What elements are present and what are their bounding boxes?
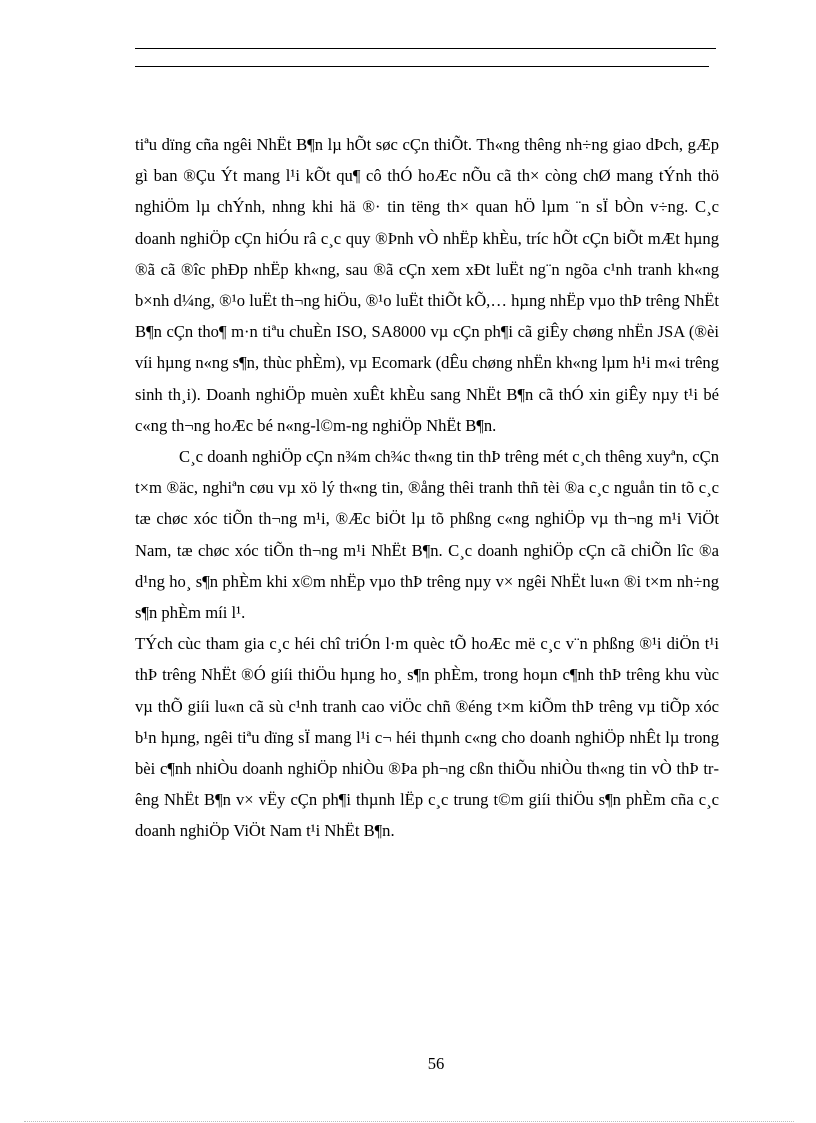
header-rule-bottom xyxy=(135,66,709,67)
header-rule-top xyxy=(135,48,716,49)
paragraph-1: tiªu dïng cña ngêi NhËt B¶n lµ hÕt søc cÇn thiÕt. Th«ng thêng nh÷ng giao dÞch, gÆp gì ban ®Çu Ýt mang l¹i kÕt qu¶ cô thÓ hoÆc nÕu cã th× còng chØ mang tÝnh thö nghiÖm lµ chÝnh, nhng khi hä ®· tin tëng th× quan hÖ lµm ¨n sÏ bÒn v÷ng. C¸c doanh nghiÖp cÇn hiÓu râ c¸c quy ®Þnh vÒ nhËp khÈu, tríc hÕt cÇn biÕt mÆt hµng ®ã cã ®îc phÐp nhËp kh«ng, sau ®ã cÇn xem xÐt luËt ng¨n ngõa c¹nh tranh kh«ng b×nh d¼ng, ®¹o luËt th¬ng hiÖu, ®¹o luËt thiÕt kÕ,… hµng nhËp vµo thÞ trêng NhËt B¶n cÇn tho¶ m·n tiªu chuÈn ISO, SA8000 vµ cÇn ph¶i cã giÊy chøng nhËn JSA (®èi víi hµng n«ng s¶n, thùc phÈm), vµ Ecomark (dÊu chøng nhËn kh«ng lµm h¹i m«i trêng sinh th¸i). Doanh nghiÖp muèn xuÊt khÈu sang NhËt B¶n cã thÓ xin giÊy nµy t¹i bé c«ng th¬ng hoÆc bé n«ng-l©m-ng nghiÖp NhËt B¶n. xyxy=(135,135,719,435)
page-number: 56 xyxy=(427,1054,445,1073)
paragraph-3: TÝch cùc tham gia c¸c héi chî triÓn l·m quèc tÕ hoÆc më c¸c v¨n phßng ®¹i diÖn t¹i thÞ trêng NhËt ®Ó giíi thiÖu hµng ho¸ s¶n phÈm, trong hoµn c¶nh thÞ trêng khu vùc vµ thÕ giíi lu«n cã sù c¹nh tranh cao viÖc chñ ®éng t×m kiÕm thÞ trêng vµ tiÕp xóc b¹n hµng, ngêi tiªu dïng sÏ mang l¹i c¬ héi thµnh c«ng cho doanh nghiÖp nhÊt lµ trong bèi c¶nh nhiÒu doanh nghiÖp nhiÒu ®Þa ph¬ng cßn thiÕu nhiÒu th«ng tin vÒ thÞ trêng NhËt B¶n v× vËy cÇn ph¶i thµnh lËp c¸c trung t©m giíi thiÖu s¶n phÈm cña c¸c doanh nghiÖp ViÖt Nam t¹i NhËt B¶n. xyxy=(135,634,719,841)
paragraph-2: C¸c doanh nghiÖp cÇn n¾m ch¾c th«ng tin thÞ trêng mét c¸ch thêng xuyªn, cÇn t×m ®äc, nghiªn cøu vµ xö lý th«ng tin, ®ång thêi tranh thñ tèi ®a c¸c nguån tin tõ c¸c tæ chøc xóc tiÕn th¬ng m¹i, ®Æc biÖt lµ tõ phßng c«ng nghiÖp vµ th¬ng m¹i ViÖt Nam, tæ chøc xóc tiÕn th¬ng m¹i NhËt B¶n. C¸c doanh nghiÖp cÇn cã chiÕn lîc ®a d¹ng ho¸ s¶n phÈm khi x©m nhËp vµo thÞ trêng nµy v× ngêi NhËt lu«n ®i t×m nh÷ng s¶n phÈm míi l¹. xyxy=(135,447,719,623)
document-body xyxy=(135,129,719,847)
footer-dotted-line xyxy=(24,1121,794,1122)
